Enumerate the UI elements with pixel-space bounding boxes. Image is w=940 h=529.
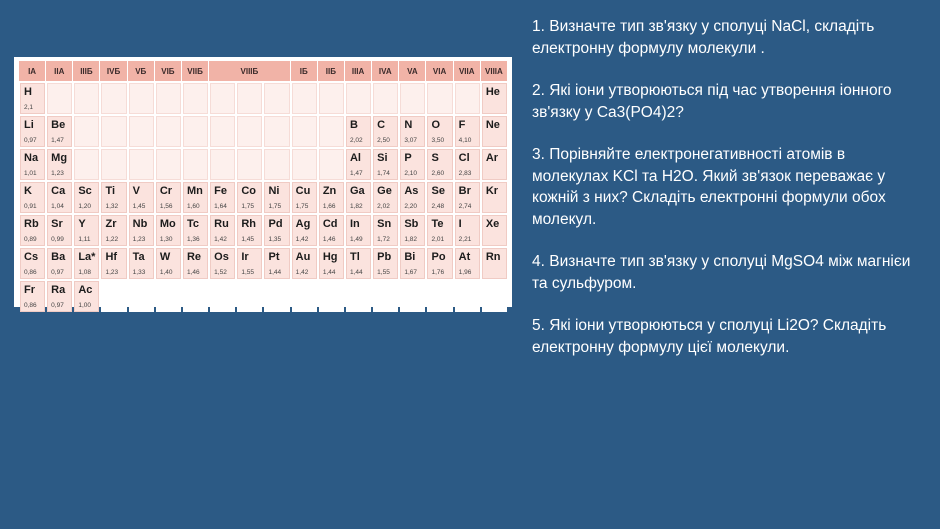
element-cell: [373, 149, 398, 180]
element-symbol: C: [377, 119, 386, 131]
group-header: VIIIA: [481, 61, 508, 81]
element-cell: [129, 215, 154, 246]
element-symbol: Po: [431, 251, 446, 263]
empty-cell: [156, 83, 181, 114]
empty-cell: [292, 116, 317, 147]
element-symbol: Hf: [105, 251, 118, 263]
empty-space: [373, 281, 398, 312]
element-cell: [47, 281, 72, 312]
element-symbol: Mn: [186, 185, 203, 197]
electronegativity-value: 1,96: [458, 269, 472, 276]
element-cell: [346, 149, 371, 180]
element-symbol: W: [159, 251, 171, 263]
empty-space: [319, 281, 344, 312]
element-cell: [264, 215, 289, 246]
electronegativity-value: 1,20: [78, 203, 91, 210]
empty-cell: [74, 116, 99, 147]
electronegativity-value: 1,00: [78, 302, 91, 309]
element-cell: [319, 215, 344, 246]
electronegativity-value: 1,23: [132, 236, 146, 243]
element-symbol: Nb: [132, 218, 148, 230]
element-cell: [319, 248, 344, 279]
electronegativity-value: 1,44: [322, 269, 336, 276]
element-symbol: Pd: [268, 218, 283, 230]
element-symbol: Ac: [78, 284, 93, 296]
element-cell: [47, 149, 72, 180]
electronegativity-value: 1,36: [186, 236, 200, 243]
empty-cell: [264, 149, 289, 180]
empty-cell: [319, 116, 344, 147]
group-header: IIA: [46, 61, 73, 81]
element-cell: [482, 83, 507, 114]
element-symbol: Co: [241, 185, 256, 197]
element-cell: [237, 182, 262, 213]
element-cell: [183, 215, 208, 246]
element-cell: [156, 215, 181, 246]
empty-cell: [74, 149, 99, 180]
electronegativity-value: 0,97: [51, 302, 64, 309]
element-cell: [47, 116, 72, 147]
electronegativity-value: 0,86: [24, 302, 37, 309]
element-symbol: Se: [431, 185, 445, 197]
electronegativity-value: 1,32: [105, 203, 119, 210]
electronegativity-value: 1,23: [51, 170, 64, 177]
element-symbol: Ru: [214, 218, 229, 230]
empty-cell: [264, 83, 289, 114]
empty-cell: [129, 116, 154, 147]
electronegativity-value: 1,74: [377, 170, 390, 177]
electronegativity-value: 1,42: [295, 269, 309, 276]
element-symbol: Tl: [349, 251, 360, 263]
electronegativity-value: 1,46: [322, 236, 336, 243]
electronegativity-value: 2,01: [431, 236, 445, 243]
element-symbol: Be: [51, 119, 66, 131]
electronegativity-value: 1,42: [214, 236, 227, 243]
element-symbol: Mg: [51, 152, 68, 164]
electronegativity-value: 1,08: [78, 269, 91, 276]
electronegativity-value: 1,75: [268, 203, 282, 210]
empty-cell: [237, 149, 262, 180]
electronegativity-value: 1,76: [431, 269, 445, 276]
empty-cell: [455, 83, 480, 114]
element-cell: [264, 248, 289, 279]
element-symbol: Si: [377, 152, 388, 164]
electronegativity-value: 1,01: [24, 170, 37, 177]
element-symbol: Sb: [404, 218, 419, 230]
element-cell: [482, 248, 507, 279]
element-cell: [210, 182, 235, 213]
empty-cell: [427, 83, 452, 114]
electronegativity-value: 2,1: [24, 104, 34, 111]
electronegativity-value: 4,10: [458, 137, 472, 144]
empty-space: [427, 281, 452, 312]
empty-space: [237, 281, 262, 312]
empty-cell: [183, 149, 208, 180]
electronegativity-value: 1,64: [214, 203, 227, 210]
electronegativity-value: 1,55: [377, 269, 390, 276]
element-cell: [482, 149, 507, 180]
element-cell: [210, 248, 235, 279]
empty-space: [156, 281, 181, 312]
element-symbol: B: [349, 119, 358, 131]
empty-space: [400, 281, 425, 312]
element-symbol: Sc: [78, 185, 92, 197]
element-cell: [47, 215, 72, 246]
element-cell: [156, 182, 181, 213]
element-cell: [292, 182, 317, 213]
group-header: IБ: [291, 61, 318, 81]
element-symbol: Cs: [24, 251, 39, 263]
electronegativity-value: 1,40: [159, 269, 173, 276]
element-symbol: Ra: [51, 284, 66, 296]
empty-cell: [101, 116, 126, 147]
element-symbol: Na: [24, 152, 39, 164]
electronegativity-value: 1,45: [241, 236, 254, 243]
empty-cell: [319, 83, 344, 114]
element-symbol: La*: [78, 251, 96, 263]
empty-space: [346, 281, 371, 312]
electronegativity-value: 1,44: [268, 269, 282, 276]
element-symbol: Fr: [24, 284, 35, 296]
element-symbol: Ta: [132, 251, 145, 263]
electronegativity-value: 2,20: [404, 203, 417, 210]
element-cell: [47, 248, 72, 279]
electronegativity-value: 1,75: [241, 203, 254, 210]
element-symbol: Te: [431, 218, 444, 230]
electronegativity-value: 1,60: [186, 203, 200, 210]
element-symbol: K: [24, 185, 32, 197]
electronegativity-value: 2,21: [458, 236, 472, 243]
element-symbol: Ca: [51, 185, 66, 197]
empty-cell: [183, 116, 208, 147]
empty-space: [264, 281, 289, 312]
element-symbol: Xe: [485, 218, 500, 230]
element-cell: [455, 149, 480, 180]
element-cell: [129, 182, 154, 213]
element-cell: [400, 116, 425, 147]
group-header: VIIA: [454, 61, 481, 81]
element-symbol: Re: [186, 251, 202, 263]
electronegativity-value: 1,33: [132, 269, 146, 276]
electronegativity-value: 0,97: [51, 269, 64, 276]
element-cell: [237, 215, 262, 246]
group-header: IIIA: [345, 61, 372, 81]
element-symbol: Ir: [241, 251, 249, 263]
question-4: 4. Визначте тип зв'язку у сполуці MgSO4 між магнієи та сульфуром.: [532, 253, 911, 292]
electronegativity-value: 1,35: [268, 236, 282, 243]
electronegativity-value: 2,48: [431, 203, 445, 210]
question-5: 5. Які іони утворюються у сполуці Li2O? Складіть електронну формулу цієї молекули.: [532, 317, 887, 356]
electronegativity-value: 1,82: [404, 236, 417, 243]
element-symbol: Cl: [458, 152, 470, 164]
group-header: IVБ: [100, 61, 127, 81]
element-cell: [101, 215, 126, 246]
element-cell: [400, 248, 425, 279]
element-cell: [20, 281, 45, 312]
element-symbol: Ag: [295, 218, 311, 230]
element-symbol: Rb: [24, 218, 39, 230]
empty-cell: [129, 83, 154, 114]
element-symbol: Cr: [159, 185, 173, 197]
empty-cell: [129, 149, 154, 180]
element-cell: [455, 116, 480, 147]
electronegativity-value: 1,67: [404, 269, 417, 276]
element-symbol: Kr: [485, 185, 499, 197]
element-cell: [47, 182, 72, 213]
element-symbol: Ti: [105, 185, 116, 197]
empty-space: [482, 281, 507, 312]
element-cell: [74, 215, 99, 246]
element-cell: [427, 149, 452, 180]
element-symbol: Ne: [485, 119, 500, 131]
electronegativity-value: 1,82: [349, 203, 363, 210]
element-cell: [346, 116, 371, 147]
group-header: VIA: [426, 61, 453, 81]
element-symbol: Ba: [51, 251, 66, 263]
empty-cell: [264, 116, 289, 147]
element-cell: [373, 182, 398, 213]
periodic-table-image: [14, 57, 512, 307]
electronegativity-value: 2,02: [377, 203, 390, 210]
electronegativity-value: 2,10: [404, 170, 417, 177]
element-cell: [455, 248, 480, 279]
element-symbol: Br: [458, 185, 471, 197]
electronegativity-value: 0,97: [24, 137, 37, 144]
element-symbol: Os: [214, 251, 229, 263]
electronegativity-value: 2,60: [431, 170, 445, 177]
element-cell: [346, 215, 371, 246]
empty-cell: [400, 83, 425, 114]
element-symbol: Zr: [105, 218, 117, 230]
element-symbol: F: [458, 119, 466, 131]
element-cell: [427, 215, 452, 246]
group-header: VБ: [128, 61, 155, 81]
element-cell: [455, 182, 480, 213]
element-cell: [482, 182, 507, 213]
element-symbol: Sr: [51, 218, 63, 230]
group-header: VIБ: [155, 61, 182, 81]
electronegativity-value: 0,86: [24, 269, 37, 276]
element-symbol: Rh: [241, 218, 256, 230]
element-symbol: Pb: [377, 251, 392, 263]
empty-space: [183, 281, 208, 312]
electronegativity-value: 1,66: [322, 203, 336, 210]
electronegativity-value: 3,50: [431, 137, 445, 144]
question-list: [532, 16, 924, 379]
electronegativity-value: 2,74: [458, 203, 472, 210]
element-cell: [183, 182, 208, 213]
element-cell: [74, 182, 99, 213]
empty-cell: [346, 83, 371, 114]
electronegativity-value: 1,55: [241, 269, 254, 276]
electronegativity-value: 1,49: [349, 236, 363, 243]
element-symbol: I: [458, 218, 462, 230]
question-1: 1. Визначте тип зв'язку у сполуці NaCl, складіть електронну формулу молекули .: [532, 18, 875, 57]
element-cell: [20, 83, 45, 114]
element-cell: [101, 248, 126, 279]
element-symbol: O: [431, 119, 441, 131]
empty-space: [129, 281, 154, 312]
electronegativity-value: 0,91: [24, 203, 37, 210]
empty-cell: [237, 116, 262, 147]
element-symbol: Ar: [485, 152, 499, 164]
element-symbol: Mo: [159, 218, 176, 230]
empty-space: [292, 281, 317, 312]
element-symbol: Bi: [404, 251, 416, 263]
element-symbol: Ni: [268, 185, 280, 197]
element-cell: [210, 215, 235, 246]
element-cell: [400, 149, 425, 180]
electronegativity-value: 2,02: [349, 137, 363, 144]
element-cell: [264, 182, 289, 213]
element-symbol: Al: [349, 152, 361, 164]
element-symbol: V: [132, 185, 140, 197]
empty-cell: [101, 83, 126, 114]
empty-cell: [156, 149, 181, 180]
element-cell: [373, 215, 398, 246]
electronegativity-value: 1,23: [105, 269, 119, 276]
group-header: IA: [19, 61, 46, 81]
element-symbol: Au: [295, 251, 311, 263]
electronegativity-value: 1,46: [186, 269, 200, 276]
element-symbol: Y: [78, 218, 86, 230]
electronegativity-value: 1,11: [78, 236, 91, 243]
element-cell: [427, 116, 452, 147]
question-3: 3. Порівняйте електронегативності атомів в молекулах KCl та H2O. Який зв'язок переважає у кожній з них? Складіть електронні формули обох молекул.: [532, 146, 886, 228]
empty-cell: [183, 83, 208, 114]
empty-cell: [210, 149, 235, 180]
element-symbol: Cd: [322, 218, 338, 230]
electronegativity-value: 0,99: [51, 236, 64, 243]
empty-cell: [373, 83, 398, 114]
empty-cell: [319, 149, 344, 180]
element-cell: [427, 248, 452, 279]
element-symbol: In: [349, 218, 360, 230]
empty-space: [210, 281, 235, 312]
element-symbol: Pt: [268, 251, 280, 263]
element-symbol: N: [404, 119, 413, 131]
element-cell: [74, 281, 99, 312]
question-2: 2. Які іони утворюються під час утворення іонного зв'язку у Ca3(PO4)2?: [532, 82, 892, 121]
element-cell: [292, 248, 317, 279]
element-cell: [346, 248, 371, 279]
element-cell: [400, 182, 425, 213]
element-cell: [156, 248, 181, 279]
element-symbol: Tc: [186, 218, 200, 230]
element-cell: [20, 248, 45, 279]
element-cell: [292, 215, 317, 246]
electronegativity-value: 1,30: [159, 236, 173, 243]
electronegativity-value: 0,89: [24, 236, 37, 243]
electronegativity-value: 1,75: [295, 203, 309, 210]
element-symbol: Cu: [295, 185, 311, 197]
element-symbol: S: [431, 152, 439, 164]
electronegativity-value: 1,45: [132, 203, 146, 210]
element-cell: [129, 248, 154, 279]
empty-cell: [237, 83, 262, 114]
element-cell: [183, 248, 208, 279]
empty-cell: [292, 149, 317, 180]
electronegativity-value: 2,83: [458, 170, 472, 177]
electronegativity-value: 1,22: [105, 236, 119, 243]
element-symbol: Sn: [377, 218, 392, 230]
element-cell: [20, 215, 45, 246]
electronegativity-value: 1,47: [51, 137, 64, 144]
element-symbol: At: [458, 251, 471, 263]
empty-cell: [101, 149, 126, 180]
electronegativity-value: 1,44: [349, 269, 363, 276]
element-symbol: He: [485, 86, 500, 98]
element-symbol: Hg: [322, 251, 338, 263]
empty-cell: [74, 83, 99, 114]
element-symbol: H: [24, 86, 32, 98]
element-cell: [74, 248, 99, 279]
element-symbol: Ge: [377, 185, 392, 197]
element-symbol: As: [404, 185, 419, 197]
group-header: VA: [399, 61, 426, 81]
empty-cell: [210, 116, 235, 147]
electronegativity-value: 3,07: [404, 137, 417, 144]
element-cell: [373, 248, 398, 279]
electronegativity-value: 2,50: [377, 137, 390, 144]
element-cell: [482, 215, 507, 246]
element-symbol: Zn: [322, 185, 337, 197]
empty-space: [101, 281, 126, 312]
empty-cell: [47, 83, 72, 114]
element-cell: [482, 116, 507, 147]
element-cell: [101, 182, 126, 213]
empty-cell: [210, 83, 235, 114]
element-cell: [237, 248, 262, 279]
group-header: IIIБ: [73, 61, 100, 81]
electronegativity-value: 1,04: [51, 203, 64, 210]
element-cell: [20, 149, 45, 180]
element-symbol: Rn: [485, 251, 501, 263]
electronegativity-value: 1,72: [377, 236, 390, 243]
empty-cell: [292, 83, 317, 114]
electronegativity-value: 1,52: [214, 269, 227, 276]
empty-cell: [156, 116, 181, 147]
element-cell: [20, 182, 45, 213]
element-symbol: Li: [24, 119, 34, 131]
electronegativity-value: 1,56: [159, 203, 173, 210]
element-cell: [455, 215, 480, 246]
electronegativity-value: 1,42: [295, 236, 309, 243]
element-cell: [319, 182, 344, 213]
group-header: IIБ: [318, 61, 345, 81]
empty-space: [455, 281, 480, 312]
element-cell: [400, 215, 425, 246]
element-cell: [346, 182, 371, 213]
element-symbol: Ga: [349, 185, 365, 197]
element-cell: [427, 182, 452, 213]
element-symbol: P: [404, 152, 412, 164]
group-header: VIIIБ: [209, 61, 291, 81]
element-cell: [373, 116, 398, 147]
group-header: VIIБ: [182, 61, 209, 81]
group-header: IVA: [372, 61, 399, 81]
element-symbol: Fe: [214, 185, 227, 197]
element-cell: [20, 116, 45, 147]
periodic-table: [19, 61, 508, 312]
electronegativity-value: 1,47: [349, 170, 363, 177]
